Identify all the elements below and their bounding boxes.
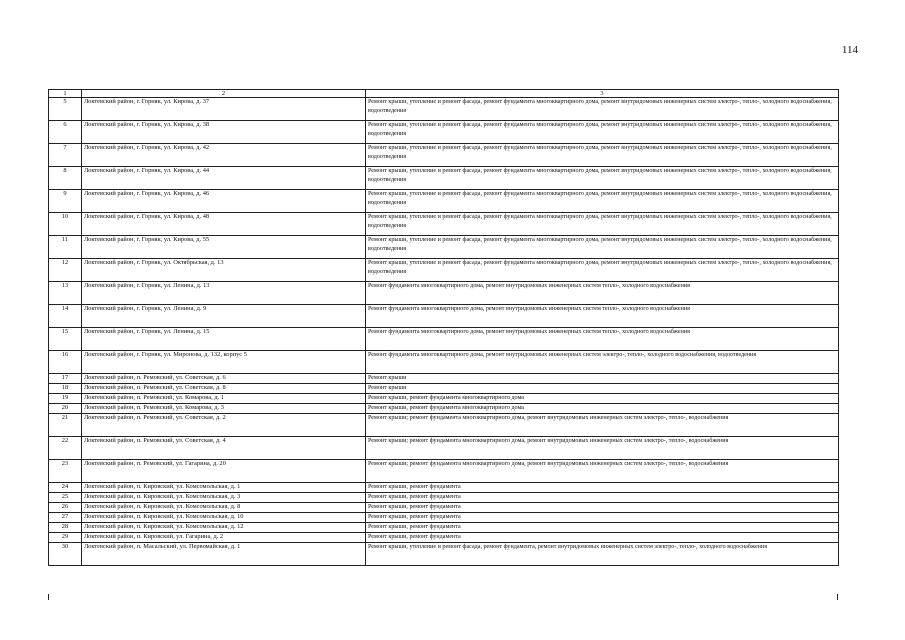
row-address: Локтевский район, г. Горняк, ул. Кирова, д. 48: [82, 213, 366, 236]
row-address: Локтевский район, п. Масальский, ул. Первомайская, д. 1: [82, 543, 366, 566]
table-row: [49, 414, 839, 437]
row-works: Ремонт крыши, ремонт фундамента: [366, 533, 839, 543]
table-row: [49, 394, 839, 404]
table-header-row: [49, 90, 839, 98]
table-body: [49, 98, 839, 566]
table-row: [49, 167, 839, 190]
row-number: 16: [49, 351, 82, 374]
row-works: Ремонт крыши: [366, 384, 839, 394]
page-number: 114: [841, 44, 858, 56]
row-address: Локтевский район, г. Горняк, ул. Ленина, д. 13: [82, 282, 366, 305]
table-row: [49, 543, 839, 566]
row-works: Ремонт крыши, утепление и ремонт фасада, ремонт фундамента многоквартирного дома, ремонт внутридомовых инженерных систем электро-, тепло-, холодного водоснабжения, водоотведения: [366, 121, 839, 144]
row-works: Ремонт крыши; ремонт фундамента многоквартирного дома, ремонт внутридомовых инженерных систем электро-, тепло-, водоснабжения: [366, 414, 839, 437]
row-works: Ремонт крыши: [366, 374, 839, 384]
works-table: [48, 89, 839, 566]
works-table-container: [48, 89, 838, 566]
row-number: 23: [49, 460, 82, 483]
table-row: [49, 374, 839, 384]
table-row: [49, 121, 839, 144]
row-number: 24: [49, 483, 82, 493]
row-address: Локтевский район, п. Ремовский, ул. Советская, д. 4: [82, 437, 366, 460]
row-works: Ремонт крыши, утепление и ремонт фасада, ремонт фундамента многоквартирного дома, ремонт внутридомовых инженерных систем электро-, тепло-, холодного водоснабжения, водоотведения: [366, 259, 839, 282]
row-number: 19: [49, 394, 82, 404]
table-row: [49, 259, 839, 282]
row-works: Ремонт крыши, утепление и ремонт фасада, ремонт фундамента многоквартирного дома, ремонт внутридомовых инженерных систем электро-, тепло-, холодного водоснабжения, водоотведения: [366, 167, 839, 190]
row-number: 18: [49, 384, 82, 394]
row-address: Локтевский район, г. Горняк, ул. Кирова, д. 55: [82, 236, 366, 259]
header-col-3: 3: [366, 90, 839, 98]
row-works: Ремонт крыши, ремонт фундамента: [366, 493, 839, 503]
row-works: Ремонт крыши, утепление и ремонт фасада, ремонт фундамента многоквартирного дома, ремонт внутридомовых инженерных систем электро-, тепло-, холодного водоснабжения, водоотведения: [366, 236, 839, 259]
row-number: 8: [49, 167, 82, 190]
table-row: [49, 213, 839, 236]
row-address: Локтевский район, г. Горняк, ул. Октябрьская, д. 13: [82, 259, 366, 282]
row-address: Локтевский район, п. Кировский, ул. Комсомольская, д. 1: [82, 483, 366, 493]
row-address: Локтевский район, г. Горняк, ул. Кирова, д. 44: [82, 167, 366, 190]
row-works: Ремонт фундамента многоквартирного дома, ремонт внутридомовых инженерных систем тепло-, холодного водоснабжения: [366, 282, 839, 305]
row-number: 12: [49, 259, 82, 282]
row-works: Ремонт крыши; ремонт фундамента многоквартирного дома, ремонт внутридомовых инженерных систем электро-, тепло-, водоснабжения: [366, 460, 839, 483]
row-number: 30: [49, 543, 82, 566]
row-works: Ремонт крыши, ремонт фундамента: [366, 513, 839, 523]
row-number: 22: [49, 437, 82, 460]
table-row: [49, 328, 839, 351]
row-address: Локтевский район, п. Кировский, ул. Комсомольская, д. 3: [82, 493, 366, 503]
table-row: [49, 190, 839, 213]
header-col-1: 1: [49, 90, 82, 98]
row-address: Локтевский район, п. Кировский, ул. Гагарина, д. 2: [82, 533, 366, 543]
table-row: [49, 305, 839, 328]
row-address: Локтевский район, г. Горняк, ул. Кирова, д. 46: [82, 190, 366, 213]
row-address: Локтевский район, г. Горняк, ул. Миронова, д. 132, корпус 5: [82, 351, 366, 374]
row-address: Локтевский район, п. Кировский, ул. Комсомольская, д. 12: [82, 523, 366, 533]
row-number: 29: [49, 533, 82, 543]
table-row: [49, 437, 839, 460]
row-number: 14: [49, 305, 82, 328]
row-number: 10: [49, 213, 82, 236]
row-number: 28: [49, 523, 82, 533]
table-row: [49, 493, 839, 503]
row-works: Ремонт крыши, утепление и ремонт фасада, ремонт фундамента многоквартирного дома, ремонт внутридомовых инженерных систем электро-, тепло-, холодного водоснабжения, водоотведения: [366, 190, 839, 213]
row-works: Ремонт крыши, ремонт фундамента многоквартирного дома: [366, 404, 839, 414]
row-address: Локтевский район, г. Горняк, ул. Ленина, д. 9: [82, 305, 366, 328]
table-row: [49, 144, 839, 167]
row-address: Локтевский район, п. Ремовский, ул. Советская, д. 2: [82, 414, 366, 437]
row-works: Ремонт крыши, утепление и ремонт фасада, ремонт фундамента многоквартирного дома, ремонт внутридомовых инженерных систем электро-, тепло-, холодного водоснабжения, водоотведения: [366, 144, 839, 167]
row-works: Ремонт крыши, утепление и ремонт фасада, ремонт фундамента многоквартирного дома, ремонт внутридомовых инженерных систем электро-, тепло-, холодного водоснабжения, водоотведения: [366, 213, 839, 236]
row-number: 27: [49, 513, 82, 523]
table-row: [49, 460, 839, 483]
table-row: [49, 384, 839, 394]
table-row: [49, 523, 839, 533]
row-address: Локтевский район, п. Кировский, ул. Комсомольская, д. 10: [82, 513, 366, 523]
row-works: Ремонт крыши; ремонт фундамента многоквартирного дома, ремонт внутридомовых инженерных систем электро-, тепло-, водоснабжения: [366, 437, 839, 460]
header-col-2: 2: [82, 90, 366, 98]
table-row: [49, 236, 839, 259]
row-works: Ремонт фундамента многоквартирного дома, ремонт внутридомовых инженерных систем тепло-, холодного водоснабжения: [366, 328, 839, 351]
table-continuation: [48, 594, 838, 600]
row-works: Ремонт крыши, ремонт фундамента многоквартирного дома: [366, 394, 839, 404]
row-number: 17: [49, 374, 82, 384]
table-row: [49, 404, 839, 414]
row-address: Локтевский район, г. Горняк, ул. Кирова, д. 37: [82, 98, 366, 121]
table-row: [49, 503, 839, 513]
row-address: Локтевский район, г. Горняк, ул. Кирова, д. 38: [82, 121, 366, 144]
row-works: Ремонт крыши, ремонт фундамента: [366, 503, 839, 513]
table-border-right: [837, 594, 838, 600]
row-address: Локтевский район, п. Ремовский, ул. Советская, д. 8: [82, 384, 366, 394]
row-address: Локтевский район, п. Ремовский, ул. Гагарина, д. 20: [82, 460, 366, 483]
row-number: 7: [49, 144, 82, 167]
row-number: 11: [49, 236, 82, 259]
table-row: [49, 533, 839, 543]
row-works: Ремонт крыши, ремонт фундамента: [366, 483, 839, 493]
table-row: [49, 351, 839, 374]
row-works: Ремонт фундамента многоквартирного дома, ремонт внутридомовых инженерных систем электро-, тепло-, холодного водоснабжения, водоотведения: [366, 351, 839, 374]
row-number: 20: [49, 404, 82, 414]
row-works: Ремонт крыши, утепление и ремонт фасада, ремонт фундамента многоквартирного дома, ремонт внутридомовых инженерных систем электро-, тепло-, холодного водоснабжения, водоотведения: [366, 98, 839, 121]
table-row: [49, 282, 839, 305]
table-row: [49, 483, 839, 493]
row-number: 26: [49, 503, 82, 513]
row-address: Локтевский район, п. Ремовский, ул. Советская, д. 6: [82, 374, 366, 384]
row-address: Локтевский район, п. Кировский, ул. Комсомольская, д. 8: [82, 503, 366, 513]
row-works: Ремонт крыши, ремонт фундамента: [366, 523, 839, 533]
row-number: 21: [49, 414, 82, 437]
row-address: Локтевский район, г. Горняк, ул. Ленина, д. 15: [82, 328, 366, 351]
row-number: 5: [49, 98, 82, 121]
row-number: 13: [49, 282, 82, 305]
row-works: Ремонт крыши, утепление и ремонт фасада, ремонт фундамента, ремонт внутридомовых инженерных систем электро-, тепло-, холодного водоснабжения: [366, 543, 839, 566]
row-address: Локтевский район, п. Ремовский, ул. Комарова, д. 1: [82, 394, 366, 404]
table-border-left: [48, 594, 49, 600]
row-number: 6: [49, 121, 82, 144]
row-number: 15: [49, 328, 82, 351]
row-number: 9: [49, 190, 82, 213]
row-address: Локтевский район, г. Горняк, ул. Кирова, д. 42: [82, 144, 366, 167]
table-row: [49, 98, 839, 121]
table-row: [49, 513, 839, 523]
row-works: Ремонт фундамента многоквартирного дома, ремонт внутридомовых инженерных систем тепло-, холодного водоснабжения: [366, 305, 839, 328]
row-number: 25: [49, 493, 82, 503]
row-address: Локтевский район, п. Ремовский, ул. Комарова, д. 3: [82, 404, 366, 414]
